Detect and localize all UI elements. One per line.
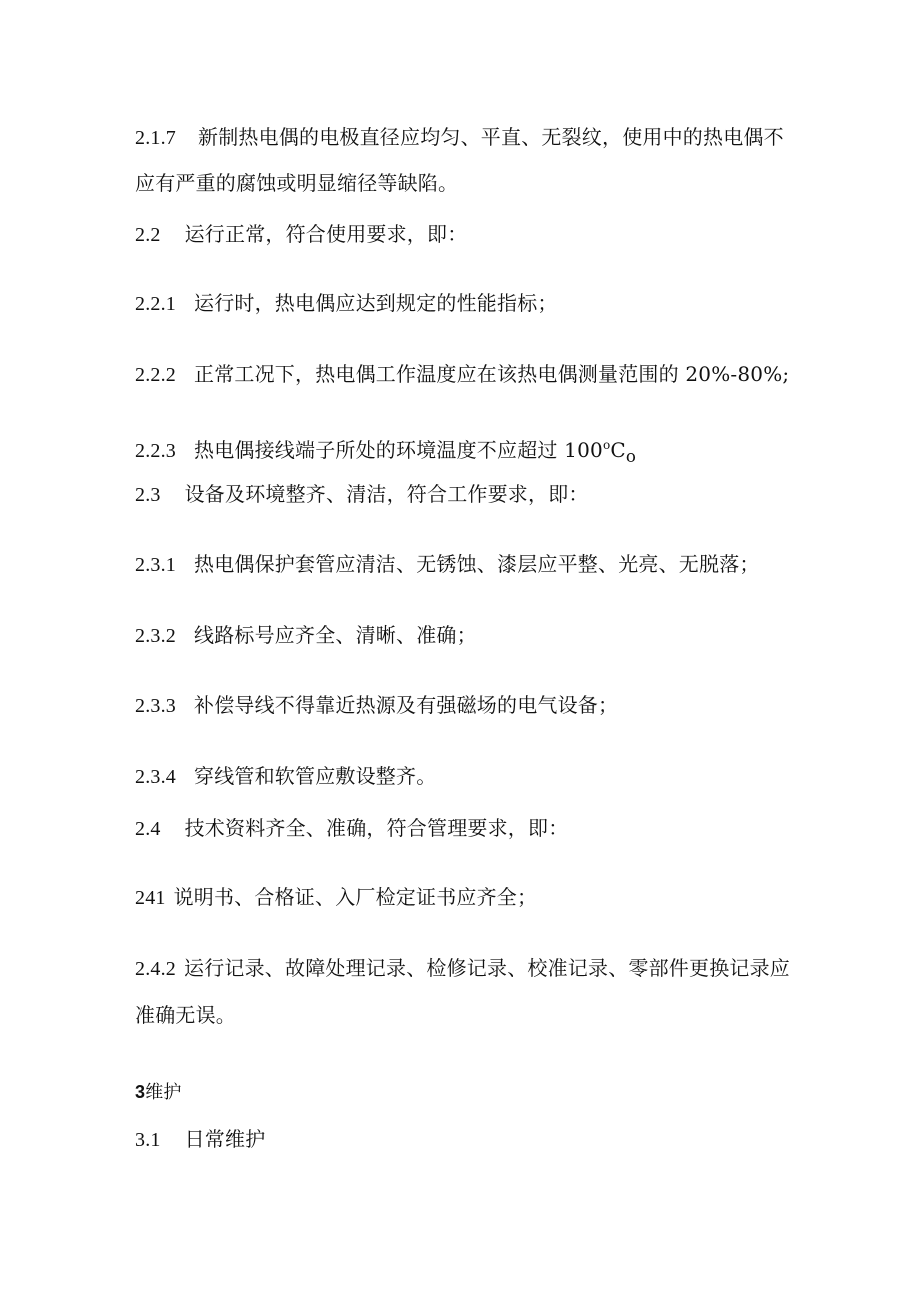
clause-text: 新制热电偶的电极直径应均匀、平直、无裂纹，使用中的热电偶不	[198, 125, 784, 149]
clause-text: 日常维护	[184, 1127, 266, 1151]
clause-text: 线路标号应齐全、清晰、准确；	[194, 623, 477, 647]
clause-2-3-1	[135, 551, 760, 578]
clause-number: 2.2.2	[135, 364, 176, 386]
clause-number: 2.4.2	[135, 958, 176, 980]
clause-text: 说明书、合格证、入厂检定证书应齐全；	[173, 885, 538, 909]
clause-number: 2.3.4	[135, 766, 176, 788]
clause-text: 应有严重的腐蚀或明显缩径等缺陷。	[135, 171, 459, 195]
clause-2-2	[135, 221, 467, 248]
clause-text: 技术资料齐全、准确，符合管理要求，即：	[184, 816, 569, 840]
clause-number: 2.3.3	[135, 695, 176, 717]
clause-text: 准确无误。	[135, 1003, 236, 1027]
clause-2-3	[135, 481, 589, 508]
clause-2-3-4	[135, 763, 436, 790]
clause-number: 3.1	[135, 1129, 161, 1151]
clause-number: 2.4	[135, 818, 161, 840]
section-3-heading	[135, 1078, 182, 1106]
clause-text: 运行时，热电偶应达到规定的性能指标；	[194, 291, 558, 315]
clause-text: 补偿导线不得靠近热源及有强磁场的电气设备；	[194, 693, 619, 717]
clause-text: 运行正常，符合使用要求，即：	[184, 222, 468, 246]
degree-mark: o	[602, 438, 611, 452]
section-title: 维护	[145, 1082, 182, 1103]
clause-number: 2.3.1	[135, 554, 176, 576]
clause-text: 运行记录、故障处理记录、检修记录、校准记录、零部件更换记录应	[184, 956, 790, 980]
clause-2-1-7	[135, 124, 784, 151]
clause-number: 2.3	[135, 484, 161, 506]
clause-text: 穿线管和软管应敷设整齐。	[194, 764, 437, 788]
clause-3-1	[135, 1126, 265, 1153]
clause-2-4-1	[135, 884, 537, 911]
clause-number: 2.3.2	[135, 625, 176, 647]
clause-2-4-2-continued	[135, 1002, 236, 1028]
clause-number: 2.2.3	[135, 440, 176, 462]
clause-2-2-1	[135, 290, 558, 317]
clause-number: 241	[135, 887, 166, 909]
clause-2-3-3	[135, 692, 618, 719]
clause-number: 2.2.1	[135, 293, 176, 315]
unit-text: C	[610, 438, 626, 462]
clause-2-4-2	[135, 955, 790, 982]
clause-2-2-3	[135, 432, 636, 470]
clause-number: 2.1.7	[135, 127, 176, 149]
clause-text: 正常工况下，热电偶工作温度应在该热电偶测量范围的 20%-80%;	[194, 362, 790, 386]
clause-text: 热电偶接线端子所处的环境温度不应超过 100	[194, 438, 603, 462]
clause-text: 热电偶保护套管应清洁、无锈蚀、漆层应平整、光亮、无脱落；	[194, 552, 760, 576]
clause-2-4	[135, 815, 568, 842]
clause-2-1-7-continued	[135, 170, 458, 196]
clause-2-3-2	[135, 622, 477, 649]
clause-2-2-2	[135, 361, 789, 388]
unit-subscript: o	[625, 447, 637, 466]
clause-number: 2.2	[135, 224, 161, 246]
clause-text: 设备及环境整齐、清洁，符合工作要求，即：	[184, 482, 589, 506]
section-number: 3	[135, 1082, 146, 1102]
